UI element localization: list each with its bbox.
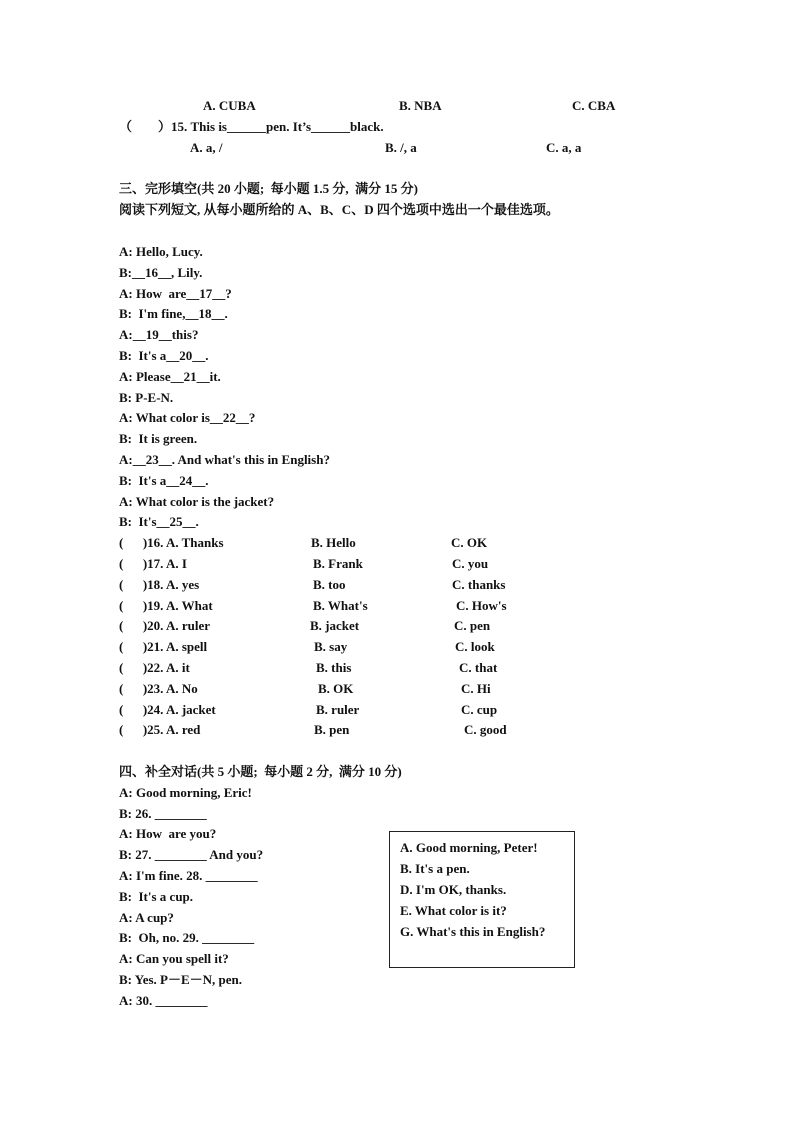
question-24-option-c: C. cup [461, 702, 498, 717]
question-25-option-c: C. good [464, 722, 507, 737]
dialogue-line: A: Please__21__it. [119, 369, 221, 384]
question-19-option-b: B. What's [313, 598, 368, 613]
question-23-option-b: B. OK [318, 681, 354, 696]
dialogue-line: A: I'm fine. 28. ________ [119, 868, 258, 883]
q15-option-b: B. /, a [385, 140, 417, 155]
question-24: ( )24. A. jacket [119, 702, 216, 717]
section4-heading: 四、补全对话(共 5 小题; 每小题 2 分, 满分 10 分) [119, 764, 402, 779]
dialogue-line: A: A cup? [119, 910, 174, 925]
section3-heading: 三、完形填空(共 20 小题; 每小题 1.5 分, 满分 15 分) [119, 181, 418, 196]
question-17-option-c: C. you [452, 556, 489, 571]
question-23-option-c: C. Hi [461, 681, 491, 696]
q14-option-b: B. NBA [399, 98, 442, 113]
dialogue-line: A: What color is__22__? [119, 410, 256, 425]
choice-item: B. It's a pen. [400, 861, 470, 876]
question-18-option-b: B. too [313, 577, 346, 592]
question-16: ( )16. A. Thanks [119, 535, 224, 550]
dialogue-line: B: 26. ________ [119, 806, 207, 821]
question-23: ( )23. A. No [119, 681, 198, 696]
question-21: ( )21. A. spell [119, 639, 208, 654]
dialogue-line: B:__16__, Lily. [119, 265, 203, 280]
question-22-option-c: C. that [459, 660, 498, 675]
dialogue-line: A: Hello, Lucy. [119, 244, 203, 259]
dialogue-line: B: It's a__20__. [119, 348, 209, 363]
question-24-option-b: B. ruler [316, 702, 360, 717]
dialogue-line: B: P-E-N. [119, 390, 174, 405]
dialogue-line: A:__19__this? [119, 327, 199, 342]
question-21-option-b: B. say [314, 639, 348, 654]
choice-item: D. I'm OK, thanks. [400, 882, 507, 897]
dialogue-line: A: How are you? [119, 826, 217, 841]
dialogue-line: B: It is green. [119, 431, 198, 446]
q15-option-a: A. a, / [190, 140, 223, 155]
question-19-option-c: C. How's [456, 598, 507, 613]
answer-choices-box [389, 831, 575, 968]
question-16-option-c: C. OK [451, 535, 488, 550]
dialogue-line: A: 30. ________ [119, 993, 208, 1008]
dialogue-line: A: Good morning, Eric! [119, 785, 252, 800]
question-16-option-b: B. Hello [311, 535, 356, 550]
section3-instruction: 阅读下列短文, 从每小题所给的 A、B、C、D 四个选项中选出一个最佳选项。 [119, 202, 559, 217]
question-22: ( )22. A. it [119, 660, 190, 675]
dialogue-line: B: Yes. P－E－N, pen. [119, 972, 243, 987]
dialogue-line: B: 27. ________ And you? [119, 847, 264, 862]
choice-item: G. What's this in English? [400, 924, 546, 939]
dialogue-line: A: Can you spell it? [119, 951, 229, 966]
q14-option-c: C. CBA [572, 98, 616, 113]
dialogue-line: A:__23__. And what's this in English? [119, 452, 330, 467]
dialogue-line: B: It's__25__. [119, 514, 199, 529]
q15-option-c: C. a, a [546, 140, 582, 155]
dialogue-line: B: Oh, no. 29. ________ [119, 930, 255, 945]
question-20-option-c: C. pen [454, 618, 491, 633]
q14-option-a: A. CUBA [203, 98, 256, 113]
question-17-option-b: B. Frank [313, 556, 363, 571]
question-18-option-c: C. thanks [452, 577, 506, 592]
question-21-option-c: C. look [455, 639, 495, 654]
dialogue-line: B: I'm fine,__18__. [119, 306, 228, 321]
choice-item: A. Good morning, Peter! [400, 840, 538, 855]
question-19: ( )19. A. What [119, 598, 213, 613]
dialogue-line: B: It's a cup. [119, 889, 194, 904]
question-22-option-b: B. this [316, 660, 352, 675]
question-20: ( )20. A. ruler [119, 618, 210, 633]
q15-stem: （ ）15. This is______pen. It’s______black. [119, 119, 384, 134]
question-25: ( )25. A. red [119, 722, 201, 737]
choice-item: E. What color is it? [400, 903, 507, 918]
question-25-option-b: B. pen [314, 722, 350, 737]
question-20-option-b: B. jacket [310, 618, 360, 633]
dialogue-line: A: How are__17__? [119, 286, 232, 301]
question-17: ( )17. A. I [119, 556, 187, 571]
question-18: ( )18. A. yes [119, 577, 200, 592]
dialogue-line: B: It's a__24__. [119, 473, 209, 488]
dialogue-line: A: What color is the jacket? [119, 494, 275, 509]
